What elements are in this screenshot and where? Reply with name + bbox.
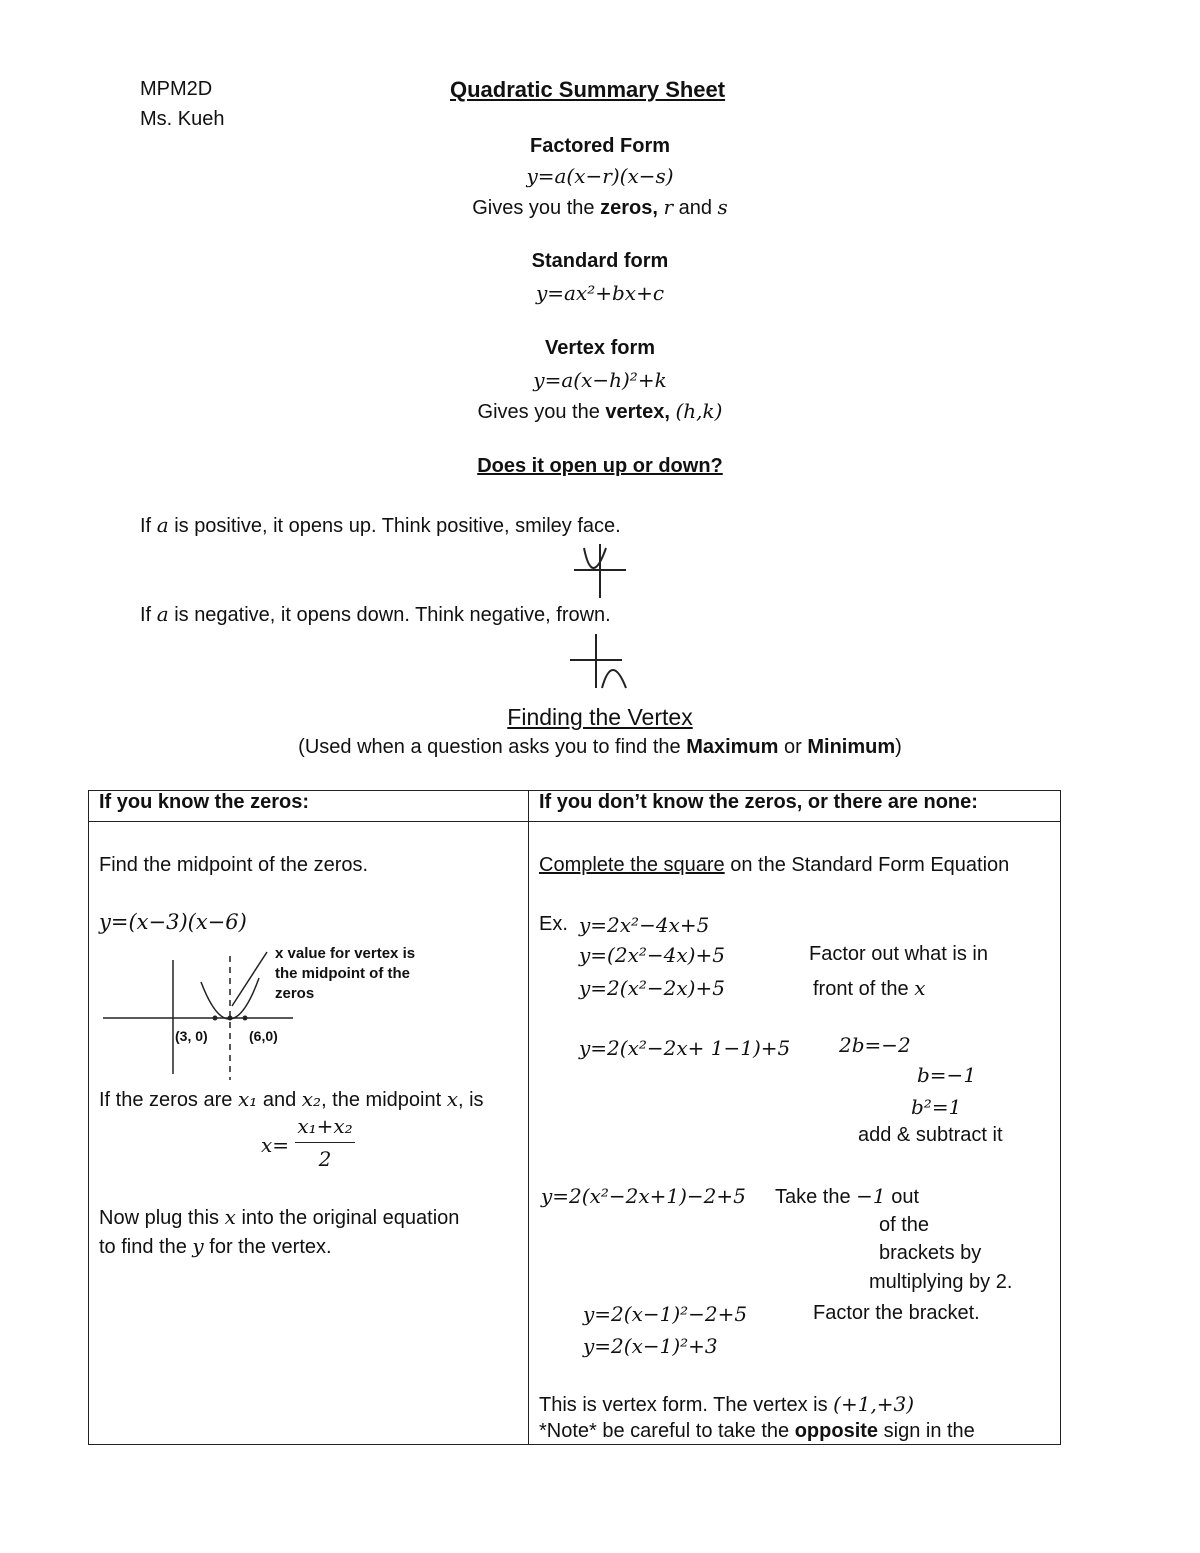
calc-b: b=−1 xyxy=(917,1063,977,1087)
course-code: MPM2D xyxy=(140,78,213,100)
formula-denominator: 2 xyxy=(318,1147,332,1171)
factor-bracket-note: Factor the bracket. xyxy=(813,1302,980,1324)
left-column-header: If you know the zeros: xyxy=(89,791,529,822)
standard-heading: Standard form xyxy=(531,250,669,272)
formula-lhs: x= xyxy=(261,1133,290,1157)
opens-down-text: If a is negative, it opens down. Think negative, frown. xyxy=(140,602,611,626)
calc-2b: 2b=−2 xyxy=(839,1033,911,1057)
page-title: Quadratic Summary Sheet xyxy=(450,77,726,102)
take-out-note-3: brackets by xyxy=(879,1242,982,1264)
example-equation: y=(x−3)(x−6) xyxy=(99,910,247,934)
zeros-graph-icon xyxy=(101,950,301,1080)
opens-down-sketch-icon xyxy=(566,630,630,690)
plug-instruction-2: to find the y for the vertex. xyxy=(99,1234,332,1258)
opens-up-sketch-icon xyxy=(570,540,630,602)
left-cell xyxy=(89,822,529,1445)
factor-note-2: front of the x xyxy=(813,976,926,1000)
right-column-header: If you don’t know the zeros, or there are none: xyxy=(529,791,1061,822)
vertex-description: Gives you the vertex, (h,k) xyxy=(477,399,723,423)
direction-heading: Does it open up or down? xyxy=(477,455,723,477)
step-equation-7: y=2(x−1)²+3 xyxy=(583,1334,718,1358)
vertex-methods-table xyxy=(88,790,1061,1445)
midpoint-explanation: If the zeros are x₁ and x₂, the midpoint x, is xyxy=(99,1087,484,1111)
vertex-heading: Vertex form xyxy=(544,337,656,359)
vertex-form-conclusion: This is vertex form. The vertex is (+1,+3) xyxy=(539,1392,915,1416)
step-equation-3: y=2(x²−2x)+5 xyxy=(579,976,725,1000)
formula-numerator: x₁+x₂ xyxy=(297,1114,353,1138)
right-cell xyxy=(529,822,1061,1445)
factored-equation: y=a(x−r)(x−s) xyxy=(526,164,674,188)
calc-b-squared: b²=1 xyxy=(911,1095,962,1119)
teacher-name: Ms. Kueh xyxy=(140,108,225,130)
step-equation-4: y=2(x²−2x+ 1−1)+5 xyxy=(579,1036,791,1060)
vertex-equation: y=a(x−h)²+k xyxy=(533,368,667,392)
finding-vertex-heading: Finding the Vertex xyxy=(507,704,693,730)
take-out-note-2: of the xyxy=(879,1214,930,1236)
fraction-bar xyxy=(295,1142,355,1143)
step-equation-1: y=2x²−4x+5 xyxy=(579,913,710,937)
standard-equation: y=ax²+bx+c xyxy=(535,281,665,305)
graph-note: x value for vertex is the midpoint of the zeros xyxy=(275,945,416,1002)
midpoint-instruction: Find the midpoint of the zeros. xyxy=(99,854,369,876)
plug-instruction-1: Now plug this x into the original equation xyxy=(99,1205,460,1229)
factored-heading: Factored Form xyxy=(529,135,671,157)
step-equation-6: y=2(x−1)²−2+5 xyxy=(583,1302,748,1326)
step-equation-2: y=(2x²−4x)+5 xyxy=(579,943,725,967)
take-out-note-1: Take the −1 out xyxy=(775,1184,920,1208)
complete-square-instruction: Complete the square on the Standard Form Equation xyxy=(539,854,1010,876)
take-out-note-4: multiplying by 2. xyxy=(869,1271,1013,1293)
opposite-sign-note: *Note* be careful to take the opposite sign in the xyxy=(539,1420,975,1442)
factor-note-1: Factor out what is in xyxy=(809,943,988,965)
add-subtract-note: add & subtract it xyxy=(858,1124,1003,1146)
example-label: Ex. xyxy=(539,913,568,935)
step-equation-5: y=2(x²−2x+1)−2+5 xyxy=(541,1184,746,1208)
factored-description: Gives you the zeros, r and s xyxy=(472,195,728,219)
finding-vertex-subtitle: (Used when a question asks you to find the Maximum or Minimum) xyxy=(298,736,902,758)
opens-up-text: If a is positive, it opens up. Think positive, smiley face. xyxy=(140,513,621,537)
zero-point-2: (6,0) xyxy=(249,1028,278,1044)
zero-point-1: (3, 0) xyxy=(175,1028,208,1044)
